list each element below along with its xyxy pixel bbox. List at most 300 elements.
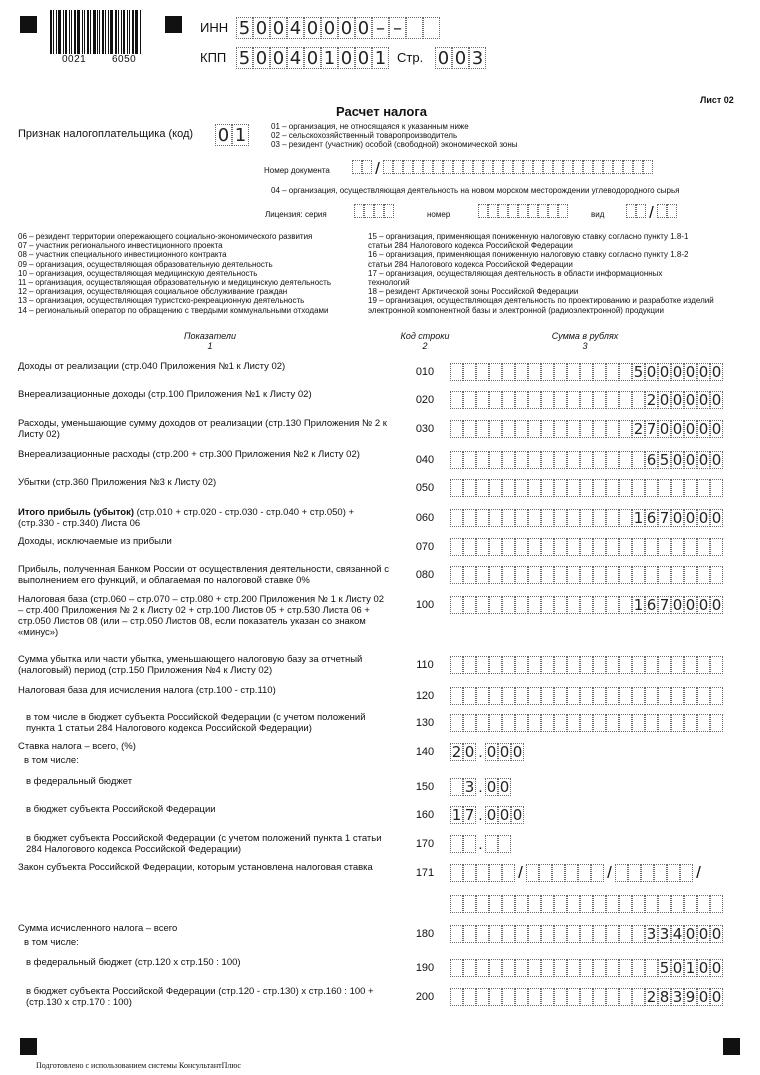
- input-cell[interactable]: [593, 656, 606, 674]
- input-cell[interactable]: [463, 714, 476, 732]
- input-cell[interactable]: 0: [698, 451, 709, 469]
- input-cell[interactable]: [628, 864, 641, 882]
- input-cell[interactable]: [554, 988, 567, 1006]
- input-cell[interactable]: [580, 391, 593, 409]
- input-cell[interactable]: [593, 596, 606, 614]
- input-cell[interactable]: [538, 204, 548, 218]
- input-cell[interactable]: [476, 451, 489, 469]
- input-cell[interactable]: [393, 160, 403, 174]
- input-cell[interactable]: [606, 391, 619, 409]
- input-cell[interactable]: [606, 538, 619, 556]
- input-cell[interactable]: [593, 988, 606, 1006]
- input-cell[interactable]: 1: [685, 959, 696, 977]
- input-cell[interactable]: [710, 656, 723, 674]
- input-cell[interactable]: [554, 596, 567, 614]
- input-cell[interactable]: [632, 988, 645, 1006]
- input-cell[interactable]: [593, 479, 606, 497]
- input-cell[interactable]: [567, 714, 580, 732]
- amount-cells-180[interactable]: [450, 925, 723, 943]
- amount-cells-060[interactable]: [450, 509, 723, 527]
- input-cell[interactable]: 1: [321, 47, 338, 69]
- input-cell[interactable]: [502, 538, 515, 556]
- input-cell[interactable]: 0: [672, 420, 683, 438]
- input-cell[interactable]: [563, 160, 573, 174]
- input-cell[interactable]: [591, 864, 604, 882]
- input-cell[interactable]: [476, 988, 489, 1006]
- input-cell[interactable]: [606, 687, 619, 705]
- input-cell[interactable]: [684, 714, 697, 732]
- input-cell[interactable]: [619, 391, 632, 409]
- input-cell[interactable]: [528, 479, 541, 497]
- input-cell[interactable]: 7: [659, 596, 670, 614]
- input-cell[interactable]: [354, 204, 364, 218]
- input-cell[interactable]: [463, 835, 476, 853]
- input-cell[interactable]: [476, 895, 489, 913]
- input-cell[interactable]: 0: [270, 17, 287, 39]
- input-cell[interactable]: [593, 420, 606, 438]
- input-cell[interactable]: [697, 479, 710, 497]
- input-cell[interactable]: [623, 160, 633, 174]
- input-cell[interactable]: [671, 566, 684, 584]
- input-cell[interactable]: [476, 479, 489, 497]
- document-number-cells[interactable]: [352, 160, 653, 178]
- input-cell[interactable]: [654, 864, 667, 882]
- input-cell[interactable]: [567, 925, 580, 943]
- input-cell[interactable]: 5: [659, 959, 670, 977]
- input-cell[interactable]: 0: [253, 47, 270, 69]
- input-cell[interactable]: [643, 160, 653, 174]
- input-cell[interactable]: [526, 864, 539, 882]
- input-cell[interactable]: [533, 160, 543, 174]
- amount-cells-190[interactable]: [450, 959, 723, 977]
- input-cell[interactable]: [573, 160, 583, 174]
- input-cell[interactable]: [619, 596, 632, 614]
- input-cell[interactable]: [636, 204, 646, 218]
- amount-cells-100[interactable]: [450, 596, 723, 614]
- input-cell[interactable]: [554, 538, 567, 556]
- input-cell[interactable]: 0: [685, 509, 696, 527]
- input-cell[interactable]: [485, 835, 498, 853]
- input-cell[interactable]: [632, 566, 645, 584]
- input-cell[interactable]: [463, 988, 476, 1006]
- input-cell[interactable]: [450, 566, 463, 584]
- input-cell[interactable]: [554, 451, 567, 469]
- input-cell[interactable]: [498, 204, 508, 218]
- input-cell[interactable]: [619, 479, 632, 497]
- input-cell[interactable]: [528, 451, 541, 469]
- input-cell[interactable]: [567, 687, 580, 705]
- input-cell[interactable]: [697, 895, 710, 913]
- input-cell[interactable]: [502, 687, 515, 705]
- input-cell[interactable]: [606, 596, 619, 614]
- input-cell[interactable]: [615, 864, 628, 882]
- input-cell[interactable]: [489, 988, 502, 1006]
- input-cell[interactable]: [619, 959, 632, 977]
- input-cell[interactable]: [463, 451, 476, 469]
- input-cell[interactable]: [613, 160, 623, 174]
- input-cell[interactable]: [463, 160, 473, 174]
- input-cell[interactable]: [583, 160, 593, 174]
- input-cell[interactable]: 7: [464, 806, 475, 824]
- input-cell[interactable]: [619, 656, 632, 674]
- input-cell[interactable]: [541, 479, 554, 497]
- input-cell[interactable]: 2: [646, 988, 657, 1006]
- input-cell[interactable]: [489, 538, 502, 556]
- input-cell[interactable]: 0: [672, 363, 683, 381]
- input-cell[interactable]: [633, 160, 643, 174]
- input-cell[interactable]: [541, 420, 554, 438]
- input-cell[interactable]: [463, 538, 476, 556]
- input-cell[interactable]: [502, 988, 515, 1006]
- input-cell[interactable]: [657, 204, 667, 218]
- input-cell[interactable]: [671, 895, 684, 913]
- input-cell[interactable]: [671, 479, 684, 497]
- input-cell[interactable]: [593, 714, 606, 732]
- input-cell[interactable]: [528, 714, 541, 732]
- input-cell[interactable]: 0: [711, 451, 722, 469]
- input-cell[interactable]: [697, 566, 710, 584]
- input-cell[interactable]: [667, 204, 677, 218]
- input-cell[interactable]: [502, 895, 515, 913]
- input-cell[interactable]: [580, 566, 593, 584]
- input-cell[interactable]: [606, 451, 619, 469]
- input-cell[interactable]: 1: [633, 596, 644, 614]
- input-cell[interactable]: [489, 656, 502, 674]
- input-cell[interactable]: [541, 925, 554, 943]
- input-cell[interactable]: [645, 566, 658, 584]
- input-cell[interactable]: [580, 714, 593, 732]
- input-cell[interactable]: [541, 714, 554, 732]
- input-cell[interactable]: [541, 687, 554, 705]
- input-cell[interactable]: [450, 778, 463, 796]
- input-cell[interactable]: [645, 714, 658, 732]
- input-cell[interactable]: [450, 451, 463, 469]
- input-cell[interactable]: [645, 895, 658, 913]
- input-cell[interactable]: [697, 714, 710, 732]
- input-cell[interactable]: [567, 509, 580, 527]
- input-cell[interactable]: [489, 420, 502, 438]
- input-cell[interactable]: [476, 925, 489, 943]
- input-cell[interactable]: [619, 451, 632, 469]
- input-cell[interactable]: [503, 160, 513, 174]
- input-cell[interactable]: [450, 596, 463, 614]
- input-cell[interactable]: [489, 714, 502, 732]
- input-cell[interactable]: [567, 420, 580, 438]
- input-cell[interactable]: [450, 925, 463, 943]
- input-cell[interactable]: [541, 566, 554, 584]
- input-cell[interactable]: 0: [486, 778, 497, 796]
- input-cell[interactable]: [567, 988, 580, 1006]
- input-cell[interactable]: 3: [464, 778, 475, 796]
- input-cell[interactable]: [489, 479, 502, 497]
- input-cell[interactable]: [528, 538, 541, 556]
- input-cell[interactable]: 0: [253, 17, 270, 39]
- input-cell[interactable]: [606, 479, 619, 497]
- input-cell[interactable]: 0: [711, 596, 722, 614]
- input-cell[interactable]: 0: [698, 391, 709, 409]
- input-cell[interactable]: [476, 714, 489, 732]
- input-cell[interactable]: 0: [711, 420, 722, 438]
- input-cell[interactable]: [528, 687, 541, 705]
- input-cell[interactable]: [476, 420, 489, 438]
- input-cell[interactable]: 0: [270, 47, 287, 69]
- amount-cells-030[interactable]: [450, 420, 723, 438]
- input-cell[interactable]: [684, 479, 697, 497]
- input-cell[interactable]: [580, 451, 593, 469]
- input-cell[interactable]: [684, 566, 697, 584]
- input-cell[interactable]: 0: [321, 17, 338, 39]
- input-cell[interactable]: 0: [355, 17, 372, 39]
- law-cells-171[interactable]: [450, 864, 704, 882]
- input-cell[interactable]: 0: [338, 17, 355, 39]
- input-cell[interactable]: [463, 363, 476, 381]
- input-cell[interactable]: [463, 656, 476, 674]
- input-cell[interactable]: [552, 864, 565, 882]
- input-cell[interactable]: [489, 687, 502, 705]
- input-cell[interactable]: –: [372, 17, 389, 39]
- input-cell[interactable]: [710, 895, 723, 913]
- input-cell[interactable]: [502, 714, 515, 732]
- input-cell[interactable]: [593, 538, 606, 556]
- input-cell[interactable]: [580, 538, 593, 556]
- input-cell[interactable]: 0: [698, 509, 709, 527]
- input-cell[interactable]: 0: [698, 959, 709, 977]
- input-cell[interactable]: [515, 895, 528, 913]
- input-cell[interactable]: [593, 925, 606, 943]
- input-cell[interactable]: [476, 687, 489, 705]
- input-cell[interactable]: [502, 925, 515, 943]
- input-cell[interactable]: [489, 895, 502, 913]
- input-cell[interactable]: [541, 363, 554, 381]
- input-cell[interactable]: [541, 509, 554, 527]
- input-cell[interactable]: [403, 160, 413, 174]
- input-cell[interactable]: [515, 391, 528, 409]
- input-cell[interactable]: [632, 714, 645, 732]
- input-cell[interactable]: 0: [659, 391, 670, 409]
- input-cell[interactable]: [502, 864, 515, 882]
- input-cell[interactable]: [671, 538, 684, 556]
- input-cell[interactable]: [626, 204, 636, 218]
- input-cell[interactable]: [580, 656, 593, 674]
- input-cell[interactable]: [478, 204, 488, 218]
- input-cell[interactable]: [541, 988, 554, 1006]
- input-cell[interactable]: [567, 391, 580, 409]
- input-cell[interactable]: [515, 596, 528, 614]
- input-cell[interactable]: 4: [287, 47, 304, 69]
- input-cell[interactable]: [632, 895, 645, 913]
- input-cell[interactable]: 5: [236, 47, 253, 69]
- input-cell[interactable]: [443, 160, 453, 174]
- input-cell[interactable]: [528, 420, 541, 438]
- input-cell[interactable]: [580, 687, 593, 705]
- input-cell[interactable]: [508, 204, 518, 218]
- input-cell[interactable]: [580, 959, 593, 977]
- input-cell[interactable]: [518, 204, 528, 218]
- input-cell[interactable]: [476, 363, 489, 381]
- input-cell[interactable]: [619, 925, 632, 943]
- input-cell[interactable]: [489, 925, 502, 943]
- input-cell[interactable]: [502, 391, 515, 409]
- input-cell[interactable]: [502, 363, 515, 381]
- input-cell[interactable]: [489, 596, 502, 614]
- input-cell[interactable]: [493, 160, 503, 174]
- input-cell[interactable]: [450, 959, 463, 977]
- input-cell[interactable]: [554, 687, 567, 705]
- input-cell[interactable]: [554, 959, 567, 977]
- input-cell[interactable]: [710, 566, 723, 584]
- input-cell[interactable]: 0: [435, 47, 452, 69]
- input-cell[interactable]: 6: [646, 596, 657, 614]
- input-cell[interactable]: 0: [698, 596, 709, 614]
- input-cell[interactable]: 0: [452, 47, 469, 69]
- amount-cells-130[interactable]: [450, 714, 723, 732]
- input-cell[interactable]: [528, 363, 541, 381]
- input-cell[interactable]: 7: [659, 509, 670, 527]
- input-cell[interactable]: [697, 538, 710, 556]
- input-cell[interactable]: [515, 451, 528, 469]
- amount-cells-020[interactable]: [450, 391, 723, 409]
- input-cell[interactable]: 0: [698, 363, 709, 381]
- input-cell[interactable]: [606, 988, 619, 1006]
- input-cell[interactable]: [502, 451, 515, 469]
- input-cell[interactable]: 8: [659, 988, 670, 1006]
- input-cell[interactable]: 2: [633, 420, 644, 438]
- input-cell[interactable]: [567, 656, 580, 674]
- input-cell[interactable]: [489, 566, 502, 584]
- input-cell[interactable]: [352, 160, 362, 174]
- input-cell[interactable]: [645, 959, 658, 977]
- input-cell[interactable]: [528, 988, 541, 1006]
- input-cell[interactable]: [580, 420, 593, 438]
- input-cell[interactable]: [543, 160, 553, 174]
- input-cell[interactable]: [632, 538, 645, 556]
- input-cell[interactable]: 5: [633, 363, 644, 381]
- input-cell[interactable]: 0: [672, 959, 683, 977]
- input-cell[interactable]: [502, 509, 515, 527]
- input-cell[interactable]: [476, 566, 489, 584]
- input-cell[interactable]: [606, 895, 619, 913]
- input-cell[interactable]: [450, 656, 463, 674]
- input-cell[interactable]: [567, 363, 580, 381]
- input-cell[interactable]: [502, 566, 515, 584]
- input-cell[interactable]: 0: [512, 806, 523, 824]
- input-cell[interactable]: [580, 479, 593, 497]
- input-cell[interactable]: 1: [633, 509, 644, 527]
- input-cell[interactable]: 2: [646, 391, 657, 409]
- input-cell[interactable]: [528, 925, 541, 943]
- input-cell[interactable]: [567, 895, 580, 913]
- input-cell[interactable]: [554, 895, 567, 913]
- input-cell[interactable]: [413, 160, 423, 174]
- input-cell[interactable]: [671, 656, 684, 674]
- input-cell[interactable]: –: [389, 17, 406, 39]
- amount-cells-050[interactable]: [450, 479, 723, 497]
- input-cell[interactable]: [476, 656, 489, 674]
- input-cell[interactable]: [606, 925, 619, 943]
- input-cell[interactable]: [528, 596, 541, 614]
- input-cell[interactable]: [710, 687, 723, 705]
- input-cell[interactable]: 0: [698, 420, 709, 438]
- input-cell[interactable]: 9: [685, 988, 696, 1006]
- rate-cells-170[interactable]: [450, 835, 511, 853]
- inn-cells[interactable]: [236, 17, 440, 39]
- input-cell[interactable]: [667, 864, 680, 882]
- input-cell[interactable]: [515, 538, 528, 556]
- input-cell[interactable]: [463, 959, 476, 977]
- input-cell[interactable]: 0: [698, 988, 709, 1006]
- input-cell[interactable]: [539, 864, 552, 882]
- input-cell[interactable]: [697, 687, 710, 705]
- input-cell[interactable]: [632, 656, 645, 674]
- input-cell[interactable]: 3: [672, 988, 683, 1006]
- input-cell[interactable]: [710, 479, 723, 497]
- input-cell[interactable]: [483, 160, 493, 174]
- input-cell[interactable]: [541, 656, 554, 674]
- input-cell[interactable]: [528, 204, 538, 218]
- input-cell[interactable]: [450, 363, 463, 381]
- input-cell[interactable]: [528, 656, 541, 674]
- input-cell[interactable]: [515, 656, 528, 674]
- input-cell[interactable]: [513, 160, 523, 174]
- input-cell[interactable]: [619, 566, 632, 584]
- input-cell[interactable]: [528, 566, 541, 584]
- input-cell[interactable]: 0: [486, 743, 497, 761]
- input-cell[interactable]: [554, 566, 567, 584]
- input-cell[interactable]: [593, 687, 606, 705]
- input-cell[interactable]: 6: [646, 509, 657, 527]
- input-cell[interactable]: [632, 391, 645, 409]
- input-cell[interactable]: [554, 363, 567, 381]
- input-cell[interactable]: 0: [711, 509, 722, 527]
- input-cell[interactable]: [476, 959, 489, 977]
- input-cell[interactable]: 0: [499, 806, 510, 824]
- input-cell[interactable]: [580, 509, 593, 527]
- input-cell[interactable]: [680, 864, 693, 882]
- input-cell[interactable]: 0: [672, 596, 683, 614]
- input-cell[interactable]: [476, 596, 489, 614]
- amount-cells-080[interactable]: [450, 566, 723, 584]
- input-cell[interactable]: 0: [685, 451, 696, 469]
- input-cell[interactable]: [632, 959, 645, 977]
- input-cell[interactable]: [619, 363, 632, 381]
- input-cell[interactable]: [450, 895, 463, 913]
- input-cell[interactable]: [632, 925, 645, 943]
- input-cell[interactable]: [671, 714, 684, 732]
- input-cell[interactable]: [548, 204, 558, 218]
- input-cell[interactable]: 0: [685, 391, 696, 409]
- input-cell[interactable]: [515, 363, 528, 381]
- input-cell[interactable]: 0: [464, 743, 475, 761]
- input-cell[interactable]: [528, 509, 541, 527]
- rate-cells-140[interactable]: [450, 743, 524, 761]
- amount-cells-040[interactable]: [450, 451, 723, 469]
- input-cell[interactable]: 0: [355, 47, 372, 69]
- input-cell[interactable]: [476, 864, 489, 882]
- input-cell[interactable]: 0: [685, 925, 696, 943]
- input-cell[interactable]: [645, 687, 658, 705]
- input-cell[interactable]: [580, 363, 593, 381]
- input-cell[interactable]: [578, 864, 591, 882]
- input-cell[interactable]: 0: [499, 743, 510, 761]
- input-cell[interactable]: [515, 566, 528, 584]
- input-cell[interactable]: [619, 714, 632, 732]
- input-cell[interactable]: [593, 895, 606, 913]
- input-cell[interactable]: [658, 714, 671, 732]
- input-cell[interactable]: [450, 864, 463, 882]
- input-cell[interactable]: [684, 656, 697, 674]
- input-cell[interactable]: [541, 895, 554, 913]
- input-cell[interactable]: 0: [685, 596, 696, 614]
